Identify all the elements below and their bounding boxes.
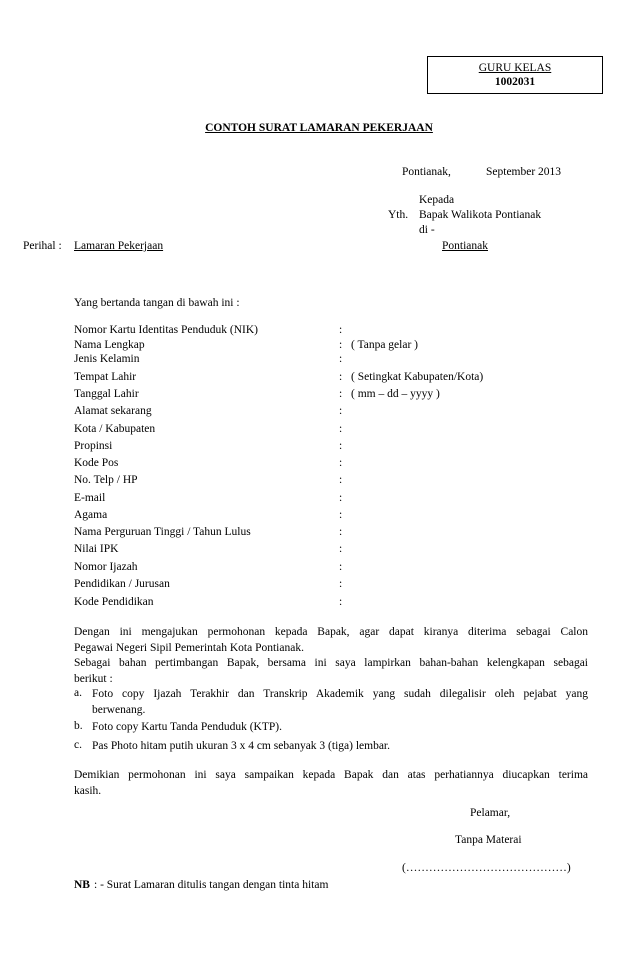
field-colon: : (339, 509, 343, 521)
signature-pelamar: Pelamar, (470, 807, 511, 819)
field-colon: : (339, 324, 343, 336)
list-item-line: berwenang. (92, 703, 146, 716)
field-hint: ( Setingkat Kabupaten/Kota) (351, 371, 484, 383)
box-code: 1002031 (494, 76, 536, 88)
nb-text: : - Surat Lamaran ditulis tangan dengan tinta hitam (94, 879, 329, 891)
list-item-line: Foto copy Kartu Tanda Penduduk (KTP). (92, 721, 282, 733)
field-colon: : (339, 492, 343, 504)
paragraph-line: Dengan ini mengajukan permohonan kepada Bapak, agar dapat kiranya diterima sebagai Calon (74, 626, 588, 638)
recipient-city: Pontianak (442, 240, 488, 252)
field-label: Tanggal Lahir (74, 388, 139, 400)
field-label: Kode Pendidikan (74, 596, 154, 608)
guru-kelas-box (427, 56, 603, 94)
field-colon: : (339, 596, 343, 608)
list-marker: b. (74, 720, 83, 732)
place: Pontianak, (402, 166, 451, 178)
recipient-name: Bapak Walikota Pontianak (419, 209, 542, 221)
field-colon: : (339, 543, 343, 555)
list-marker: a. (74, 687, 82, 699)
signature-line: (……………………………………) (402, 862, 571, 874)
field-colon: : (339, 561, 343, 573)
field-label: Propinsi (74, 440, 113, 452)
list-item-text (92, 720, 588, 736)
letter-date: September 2013 (486, 166, 562, 178)
field-label: Jenis Kelamin (74, 353, 140, 365)
field-colon: : (339, 423, 343, 435)
field-hint: ( mm – dd – yyyy ) (351, 388, 440, 400)
field-label: Nama Lengkap (74, 339, 145, 351)
page-title: CONTOH SURAT LAMARAN PEKERJAAN (205, 122, 433, 134)
list-item-text (92, 687, 588, 718)
field-label: Nama Perguruan Tinggi / Tahun Lulus (74, 526, 251, 538)
nb-label: NB (74, 879, 90, 891)
perihal-label: Perihal : (23, 240, 62, 252)
recipient-kepada: Kepada (419, 194, 455, 206)
field-label: Kode Pos (74, 457, 119, 469)
paragraph-line: Pegawai Negeri Sipil Pemerintah Kota Pontianak. (74, 641, 304, 654)
field-label: Agama (74, 509, 108, 521)
paragraph-line: berikut : (74, 672, 113, 685)
perihal-value: Lamaran Pekerjaan (74, 240, 164, 252)
list-item-line: Foto copy Ijazah Terakhir dan Transkrip Akademik yang sudah dilegalisir oleh pejabat yang (92, 688, 588, 700)
attachment-intro-paragraph (74, 656, 588, 687)
field-label: Tempat Lahir (74, 371, 137, 383)
list-item-text (92, 739, 588, 755)
field-colon: : (339, 440, 343, 452)
field-colon: : (339, 474, 343, 486)
list-marker: c. (74, 739, 82, 751)
field-colon: : (339, 388, 343, 400)
list-item-line: Pas Photo hitam putih ukuran 3 x 4 cm sebanyak 3 (tiga) lembar. (92, 740, 390, 752)
field-colon: : (339, 371, 343, 383)
field-label: Nomor Kartu Identitas Penduduk (NIK) (74, 324, 258, 336)
field-label: Kota / Kabupaten (74, 423, 156, 435)
field-colon: : (339, 339, 343, 351)
paragraph-line: kasih. (74, 784, 102, 797)
field-colon: : (339, 405, 343, 417)
signature-materai: Tanpa Materai (455, 834, 522, 846)
field-label: Nomor Ijazah (74, 561, 138, 573)
intro-text: Yang bertanda tangan di bawah ini : (74, 297, 240, 309)
field-colon: : (339, 526, 343, 538)
field-label: Nilai IPK (74, 543, 119, 555)
field-hint: ( Tanpa gelar ) (351, 339, 418, 351)
paragraph-line: Demikian permohonan ini saya sampaikan kepada Bapak dan atas perhatiannya diucapkan terima (74, 769, 588, 781)
closing-paragraph (74, 768, 588, 799)
paragraph-line: Sebagai bahan pertimbangan Bapak, bersama ini saya lampirkan bahan-bahan kelengkapan sebagai (74, 657, 588, 669)
field-colon: : (339, 578, 343, 590)
application-paragraph (74, 625, 588, 656)
field-label: Alamat sekarang (74, 405, 152, 417)
field-label: Pendidikan / Jurusan (74, 578, 170, 590)
recipient-yth: Yth. (388, 209, 409, 221)
recipient-di: di - (419, 224, 435, 236)
field-colon: : (339, 457, 343, 469)
box-title: GURU KELAS (478, 62, 552, 74)
field-label: No. Telp / HP (74, 474, 138, 486)
field-label: E-mail (74, 492, 106, 504)
field-colon: : (339, 353, 343, 365)
